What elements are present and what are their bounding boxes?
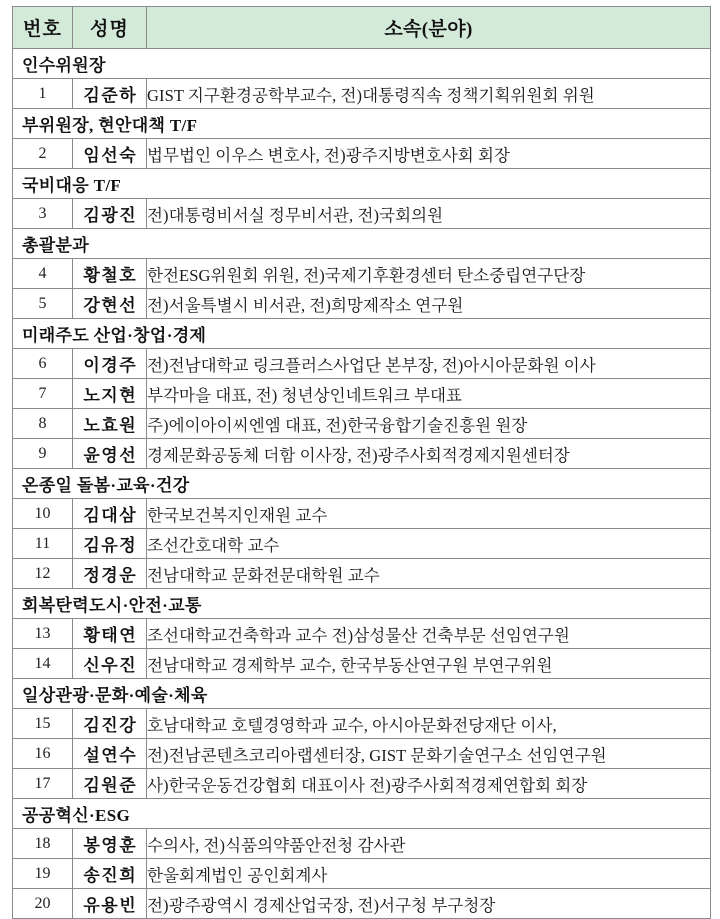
cell-number: 14 xyxy=(13,649,73,679)
section-header-label: 공공혁신·ESG xyxy=(13,799,711,829)
cell-name: 유용빈 xyxy=(73,889,147,919)
cell-number: 6 xyxy=(13,349,73,379)
cell-name: 봉영훈 xyxy=(73,829,147,859)
section-header-label: 인수위원장 xyxy=(13,49,711,79)
table-row xyxy=(13,439,711,469)
cell-number: 8 xyxy=(13,409,73,439)
cell-name: 설연수 xyxy=(73,739,147,769)
section-header-row xyxy=(13,109,711,139)
cell-affiliation: 한전ESG위원회 위원, 전)국제기후환경센터 탄소중립연구단장 xyxy=(147,259,711,289)
cell-affiliation: 전)전남콘텐츠코리아랩센터장, GIST 문화기술연구소 선임연구원 xyxy=(147,739,711,769)
cell-name: 노지현 xyxy=(73,379,147,409)
cell-name: 신우진 xyxy=(73,649,147,679)
cell-number: 15 xyxy=(13,709,73,739)
cell-number: 1 xyxy=(13,79,73,109)
table-row xyxy=(13,259,711,289)
cell-affiliation: 주)에이아이씨엔엠 대표, 전)한국융합기술진흥원 원장 xyxy=(147,409,711,439)
table-row xyxy=(13,529,711,559)
table-row xyxy=(13,829,711,859)
cell-affiliation: 조선간호대학 교수 xyxy=(147,529,711,559)
cell-name: 황태연 xyxy=(73,619,147,649)
table-row xyxy=(13,349,711,379)
cell-number: 19 xyxy=(13,859,73,889)
cell-name: 김준하 xyxy=(73,79,147,109)
table-row xyxy=(13,559,711,589)
table-row xyxy=(13,889,711,919)
cell-number: 2 xyxy=(13,139,73,169)
table-row xyxy=(13,379,711,409)
cell-affiliation: 전)서울특별시 비서관, 전)희망제작소 연구원 xyxy=(147,289,711,319)
table-row xyxy=(13,649,711,679)
table-row xyxy=(13,139,711,169)
section-header-row xyxy=(13,229,711,259)
section-header-row xyxy=(13,469,711,499)
cell-number: 4 xyxy=(13,259,73,289)
section-header-row xyxy=(13,49,711,79)
table-row xyxy=(13,619,711,649)
cell-name: 김광진 xyxy=(73,199,147,229)
column-header-name: 성명 xyxy=(73,7,147,49)
cell-number: 5 xyxy=(13,289,73,319)
cell-affiliation: 전)대통령비서실 정무비서관, 전)국회의원 xyxy=(147,199,711,229)
section-header-row xyxy=(13,589,711,619)
section-header-label: 총괄분과 xyxy=(13,229,711,259)
cell-number: 9 xyxy=(13,439,73,469)
cell-name: 윤영선 xyxy=(73,439,147,469)
cell-affiliation: 전남대학교 경제학부 교수, 한국부동산연구원 부연구위원 xyxy=(147,649,711,679)
section-header-label: 회복탄력도시·안전·교통 xyxy=(13,589,711,619)
cell-affiliation: 전)전남대학교 링크플러스사업단 본부장, 전)아시아문화원 이사 xyxy=(147,349,711,379)
cell-number: 3 xyxy=(13,199,73,229)
section-header-row xyxy=(13,169,711,199)
table-body xyxy=(13,49,711,919)
cell-name: 김원준 xyxy=(73,769,147,799)
cell-number: 7 xyxy=(13,379,73,409)
cell-affiliation: 부각마을 대표, 전) 청년상인네트워크 부대표 xyxy=(147,379,711,409)
table-row xyxy=(13,79,711,109)
section-header-label: 미래주도 산업·창업·경제 xyxy=(13,319,711,349)
cell-affiliation: 한국보건복지인재원 교수 xyxy=(147,499,711,529)
cell-name: 황철호 xyxy=(73,259,147,289)
cell-affiliation: 전)광주광역시 경제산업국장, 전)서구청 부구청장 xyxy=(147,889,711,919)
cell-number: 16 xyxy=(13,739,73,769)
table-row xyxy=(13,289,711,319)
section-header-row xyxy=(13,679,711,709)
cell-affiliation: 법무법인 이우스 변호사, 전)광주지방변호사회 회장 xyxy=(147,139,711,169)
cell-name: 김진강 xyxy=(73,709,147,739)
column-header-number: 번호 xyxy=(13,7,73,49)
cell-number: 18 xyxy=(13,829,73,859)
table-row xyxy=(13,769,711,799)
table-row xyxy=(13,499,711,529)
section-header-label: 부위원장, 현안대책 T/F xyxy=(13,109,711,139)
header-row xyxy=(13,7,711,49)
section-header-label: 국비대응 T/F xyxy=(13,169,711,199)
cell-affiliation: 사)한국운동건강협회 대표이사 전)광주사회적경제연합회 회장 xyxy=(147,769,711,799)
cell-number: 11 xyxy=(13,529,73,559)
cell-number: 10 xyxy=(13,499,73,529)
section-header-label: 온종일 돌봄·교육·건강 xyxy=(13,469,711,499)
cell-name: 김대삼 xyxy=(73,499,147,529)
committee-roster-table xyxy=(12,6,711,919)
section-header-row xyxy=(13,799,711,829)
cell-number: 13 xyxy=(13,619,73,649)
table-row xyxy=(13,859,711,889)
cell-affiliation: 경제문화공동체 더함 이사장, 전)광주사회적경제지원센터장 xyxy=(147,439,711,469)
column-header-affiliation: 소속(분야) xyxy=(147,7,711,49)
cell-affiliation: GIST 지구환경공학부교수, 전)대통령직속 정책기획위원회 위원 xyxy=(147,79,711,109)
table-row xyxy=(13,409,711,439)
cell-name: 김유정 xyxy=(73,529,147,559)
cell-name: 노효원 xyxy=(73,409,147,439)
table-row xyxy=(13,709,711,739)
cell-affiliation: 수의사, 전)식품의약품안전청 감사관 xyxy=(147,829,711,859)
cell-affiliation: 조선대학교건축학과 교수 전)삼성물산 건축부문 선임연구원 xyxy=(147,619,711,649)
cell-name: 송진희 xyxy=(73,859,147,889)
cell-number: 20 xyxy=(13,889,73,919)
cell-name: 정경운 xyxy=(73,559,147,589)
cell-number: 17 xyxy=(13,769,73,799)
cell-affiliation: 호남대학교 호텔경영학과 교수, 아시아문화전당재단 이사, xyxy=(147,709,711,739)
cell-affiliation: 전남대학교 문화전문대학원 교수 xyxy=(147,559,711,589)
cell-name: 임선숙 xyxy=(73,139,147,169)
cell-affiliation: 한울회계법인 공인회계사 xyxy=(147,859,711,889)
cell-name: 이경주 xyxy=(73,349,147,379)
table-row xyxy=(13,739,711,769)
table-row xyxy=(13,199,711,229)
section-header-label: 일상관광·문화·예술·체육 xyxy=(13,679,711,709)
cell-name: 강현선 xyxy=(73,289,147,319)
section-header-row xyxy=(13,319,711,349)
cell-number: 12 xyxy=(13,559,73,589)
table-header xyxy=(13,7,711,49)
